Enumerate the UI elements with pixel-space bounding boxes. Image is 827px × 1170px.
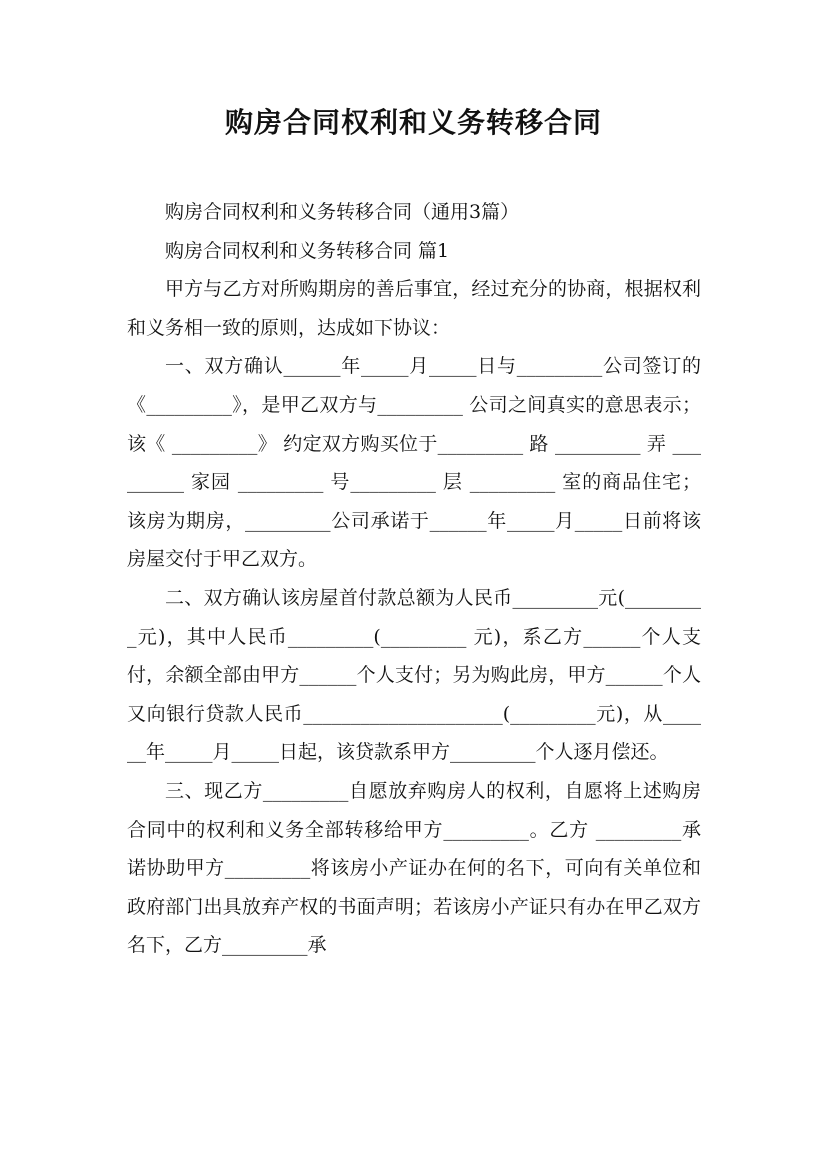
- clause-one: 一、双方确认______年_____月_____日与_________公司签订的《_________》，是甲乙双方与_________ 公司之间真实的意思表示；该《 _________》 约定双方购买位于_________ 路 _________ 弄 _________ 家园 _________ 号_________ 层 _________ 室的商品住宅；该房为期房，_________公司承诺于______年_____月_____日前将该房屋交付于甲乙双方。: [127, 355, 701, 571]
- clause-two: 二、双方确认该房屋首付款总额为人民币_________元(_________元)，其中人民币_________(_________ 元)，系乙方______个人支付，余额全部由甲方______个人支付；另为购此房，甲方______个人又向银行贷款人民币_____________________(_________元)，从______年_____月_____日起，该贷款系甲方_________个人逐月偿还。: [127, 586, 701, 764]
- paragraph-intro: 甲方与乙方对所购期房的善后事宜，经过充分的协商，根据权利和义务相一致的原则，达成如下协议：: [127, 278, 701, 339]
- document-title: 购房合同权利和义务转移合同: [224, 106, 602, 139]
- document-body: [127, 193, 701, 965]
- subtitle-line: 购房合同权利和义务转移合同（通用3篇）: [165, 201, 520, 223]
- section-heading: 购房合同权利和义务转移合同 篇1: [165, 239, 450, 262]
- clause-three: 三、现乙方_________自愿放弃购房人的权利，自愿将上述购房合同中的权利和义务全部转移给甲方_________。乙方 _________承诺协助甲方_________将该房小产证办在何的名下，可向有关单位和政府部门出具放弃产权的书面声明；若该房小产证只有办在甲乙双方名下，乙方_________承: [127, 779, 701, 957]
